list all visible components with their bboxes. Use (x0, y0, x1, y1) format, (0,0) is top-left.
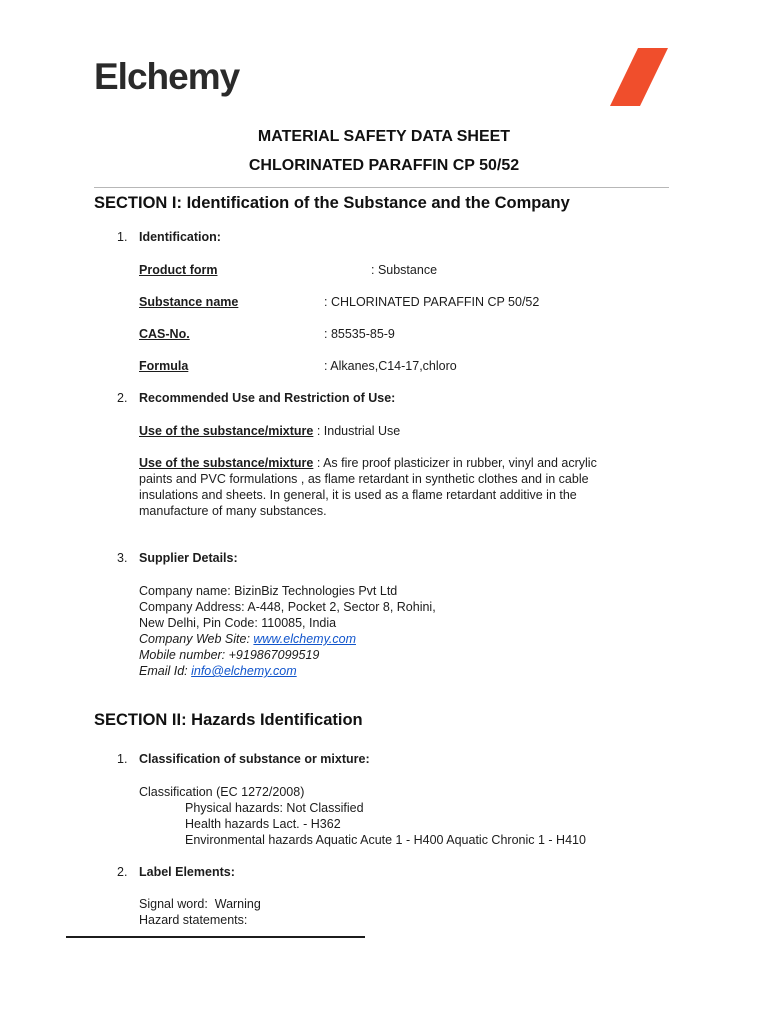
use-label: Use of the substance/mixture (139, 424, 314, 438)
website-link[interactable]: www.elchemy.com (253, 632, 356, 646)
product-form-label: Product form (139, 263, 218, 277)
identification-label: Identification: (139, 230, 221, 244)
formula-label: Formula (139, 359, 189, 373)
cas-label: CAS-No. (139, 327, 190, 341)
classification-label: Classification of substance or mixture: (139, 752, 370, 766)
email-row (139, 663, 436, 679)
cas-value: : 85535-85-9 (324, 327, 395, 341)
classification-title: Classification (EC 1272/2008) (139, 785, 305, 799)
use-line-1 (139, 423, 400, 439)
item-number: 3. (117, 551, 128, 565)
item-number: 1. (117, 752, 128, 766)
email-link[interactable]: info@elchemy.com (191, 664, 297, 678)
use-desc-line: : As fire proof plasticizer in rubber, vinyl and acrylic (313, 456, 597, 470)
document-subtitle: CHLORINATED PARAFFIN CP 50/52 (248, 157, 520, 174)
physical-hazards: Physical hazards: Not Classified (185, 801, 364, 815)
formula-value: : Alkanes,C14-17,chloro (324, 359, 457, 373)
use-desc-line: paints and PVC formulations , as flame retardant in synthetic clothes and in cable (139, 472, 589, 486)
supplier-details-label: Supplier Details: (139, 551, 238, 565)
item-number: 2. (117, 865, 128, 879)
substance-name-label: Substance name (139, 295, 239, 309)
company-address-line: New Delhi, Pin Code: 110085, India (139, 616, 337, 630)
item-number: 2. (117, 391, 128, 405)
hazard-statements: Hazard statements: (139, 913, 248, 927)
use-desc-line: manufacture of many substances. (139, 504, 327, 518)
use-label: Use of the substance/mixture (139, 456, 314, 470)
use-description (139, 455, 679, 519)
recommended-use-label: Recommended Use and Restriction of Use: (139, 391, 396, 405)
product-form-value: : Substance (371, 263, 438, 277)
supplier-block (139, 583, 436, 679)
health-hazards: Health hazards Lact. - H362 (185, 817, 341, 831)
company-logo: Elchemy (94, 56, 240, 97)
document-title: MATERIAL SAFETY DATA SHEET (257, 128, 511, 145)
mobile-number: Mobile number: +919867099519 (139, 648, 320, 662)
footnote-divider (66, 936, 365, 938)
brand-slash-icon (610, 48, 670, 106)
website-label: Company Web Site: (139, 632, 254, 646)
environmental-hazards: Environmental hazards Aquatic Acute 1 - H400 Aquatic Chronic 1 - H410 (185, 833, 586, 847)
company-address-line: Company Address: A-448, Pocket 2, Sector 8, Rohini, (139, 600, 436, 614)
section-1-heading: SECTION I: Identification of the Substance and the Company (94, 194, 570, 212)
label-elements-label: Label Elements: (139, 865, 235, 879)
use-desc-line: insulations and sheets. In general, it is used as a flame retardant additive in the (139, 488, 577, 502)
use-value: : Industrial Use (313, 424, 401, 438)
signal-word: Signal word: Warning (139, 897, 261, 911)
email-label: Email Id: (139, 664, 192, 678)
company-name: Company name: BizinBiz Technologies Pvt Ltd (139, 584, 398, 598)
substance-name-value: : CHLORINATED PARAFFIN CP 50/52 (324, 295, 540, 309)
company-website (139, 631, 436, 647)
section-2-heading: SECTION II: Hazards Identification (94, 711, 363, 729)
item-number: 1. (117, 230, 128, 244)
header-divider (94, 187, 669, 188)
